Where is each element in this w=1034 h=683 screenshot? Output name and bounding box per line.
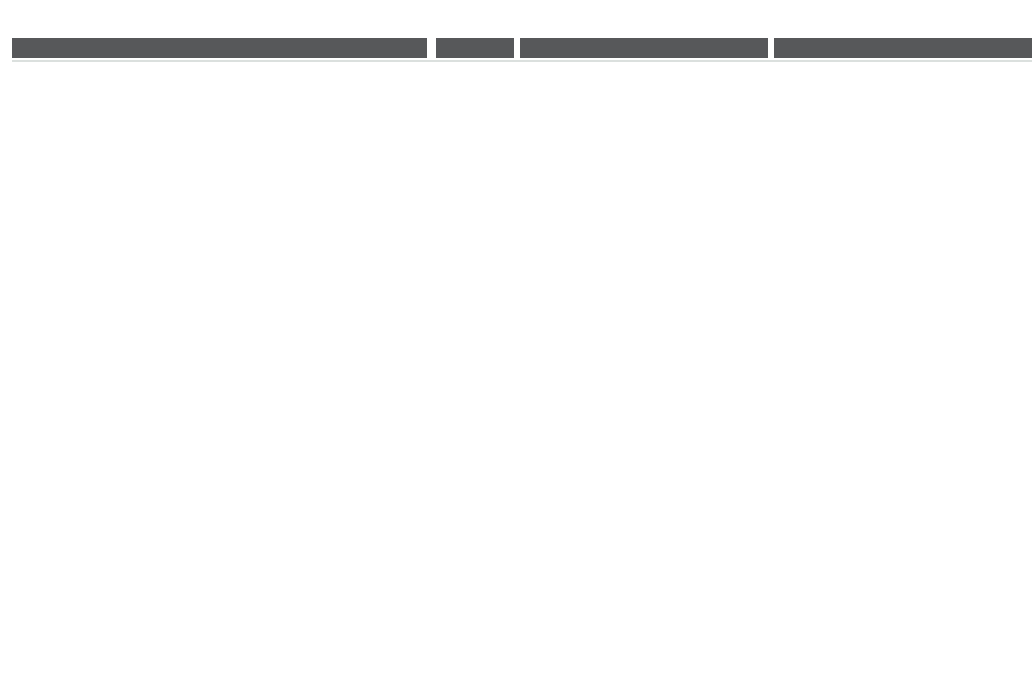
header-cdd15k-ii [774, 38, 1032, 58]
header-cdd15k-iii [520, 38, 768, 58]
table-header-row [0, 38, 1034, 58]
table-body [12, 60, 1032, 62]
spec-table [0, 38, 1034, 62]
header-unit [436, 38, 514, 58]
header-model [12, 38, 427, 58]
